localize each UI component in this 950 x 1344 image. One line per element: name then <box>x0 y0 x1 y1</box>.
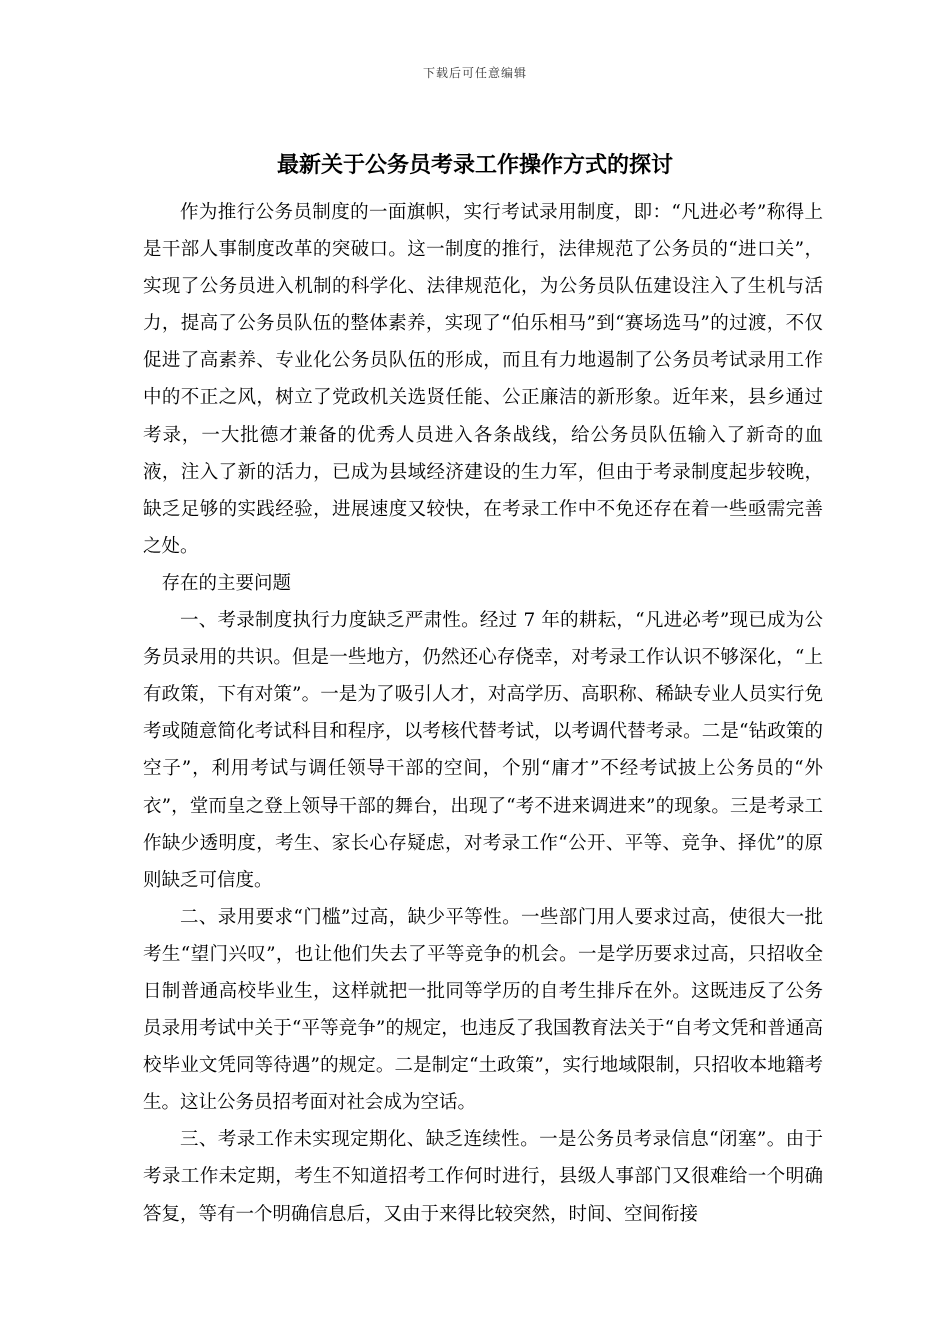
header-note: 下载后可任意编辑 <box>422 66 527 80</box>
document-body <box>143 194 823 1233</box>
document-title: 最新关于公务员考录工作操作方式的探讨 <box>276 153 673 178</box>
paragraph-intro: 作为推行公务员制度的一面旗帜，实行考试录用制度，即：“凡进必考”称得上是干部人事制度改革的突破口。这一制度的推行，法律规范了公务员的“进口关”，实现了公务员进入机制的科学化、法律规范化，为公务员队伍建设注入了生机与活力，提高了公务员队伍的整体素养，实现了“伯乐相马”到“赛场选马”的过渡，不仅促进了高素养、专业化公务员队伍的形成，而且有力地遏制了公务员考试录用工作中的不正之风，树立了党政机关选贤任能、公正廉洁的新形象。近年来，县乡通过考录，一大批德才兼备的优秀人员进入各条战线，给公务员队伍输入了新奇的血液，注入了新的活力，已成为县域经济建设的生力军，但由于考录制度起步较晚，缺乏足够的实践经验，进展速度又较快，在考录工作中不免还存在着一些亟需完善之处。 <box>143 202 823 557</box>
section-heading: 存在的主要问题 <box>161 572 292 594</box>
paragraph-issue-2: 二、录用要求“门槛”过高，缺少平等性。一些部门用人要求过高，使很大一批考生“望门兴叹”，也让他们失去了平等竞争的机会。一是学历要求过高，只招收全日制普通高校毕业生，这样就把一批同等学历的自考生排斥在外。这既违反了公务员录用考试中关于“平等竞争”的规定，也违反了我国教育法关于“自考文凭和普通高校毕业文凭同等待遇”的规定。二是制定“土政策”，实行地域限制，只招收本地籍考生。这让公务员招考面对社会成为空话。 <box>143 906 823 1114</box>
paragraph-issue-3: 三、考录工作未实现定期化、缺乏连续性。一是公务员考录信息“闭塞”。由于考录工作未定期，考生不知道招考工作何时进行，县级人事部门又很难给一个明确答复，等有一个明确信息后，又由于来得比较突然，时间、空间衔接 <box>143 1129 823 1225</box>
paragraph-issue-1: 一、考录制度执行力度缺乏严肃性。经过 7 年的耕耘，“凡进必考”现已成为公务员录用的共识。但是一些地方，仍然还心存侥幸，对考录工作认识不够深化，“上有政策，下有对策”。一是为了吸引人才，对高学历、高职称、稀缺专业人员实行免考或随意简化考试科目和程序，以考核代替考试，以考调代替考录。二是“钻政策的空子”，利用考试与调任领导干部的空间，个别“庸才”不经考试披上公务员的“外衣”，堂而皇之登上领导干部的舞台，出现了“考不进来调进来”的现象。三是考录工作缺少透明度，考生、家长心存疑虑，对考录工作“公开、平等、竞争、择优”的原则缺乏可信度。 <box>143 610 823 891</box>
